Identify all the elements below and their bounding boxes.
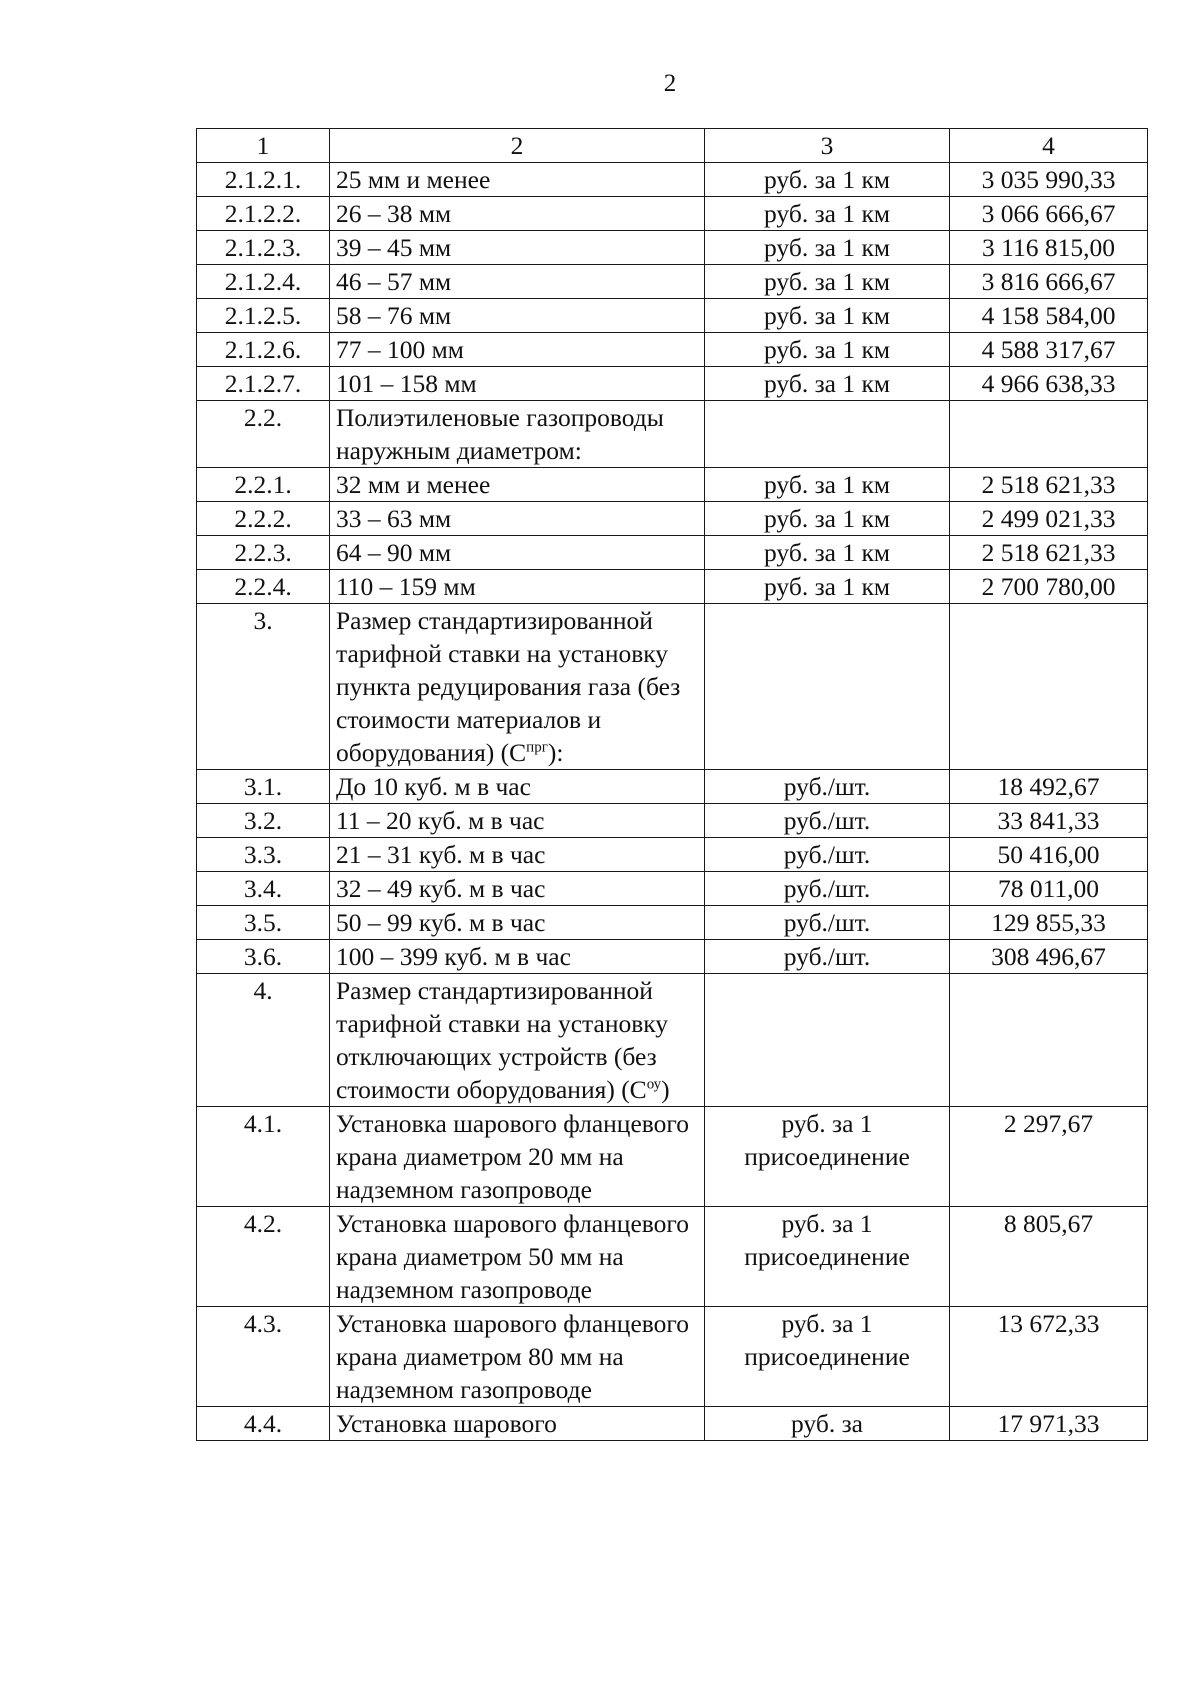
row-unit-cell-text: руб. за 1 присоединение bbox=[744, 1309, 910, 1371]
row-unit-cell-text: руб. за 1 км bbox=[764, 199, 890, 228]
row-value-cell-text: 78 011,00 bbox=[997, 874, 1100, 903]
row-unit-cell bbox=[705, 570, 950, 604]
row-value-cell bbox=[950, 1307, 1148, 1407]
row-unit-cell bbox=[705, 333, 950, 367]
row-unit-cell bbox=[705, 265, 950, 299]
header-cell-name: 2 bbox=[330, 129, 705, 163]
table-row bbox=[197, 468, 1148, 502]
row-name-cell-text: 25 мм и менее bbox=[336, 165, 491, 194]
row-value-cell bbox=[950, 197, 1148, 231]
row-value-cell-text: 18 492,67 bbox=[997, 772, 1100, 801]
row-name-cell bbox=[330, 1407, 705, 1441]
row-name-cell-text: Установка шарового фланцевого крана диаметром 20 мм на надземном газопроводе bbox=[336, 1109, 689, 1204]
table-row bbox=[197, 838, 1148, 872]
row-number-cell-text: 2.1.2.4. bbox=[224, 267, 302, 296]
row-value-cell bbox=[950, 299, 1148, 333]
row-unit-cell bbox=[705, 974, 950, 1107]
row-unit-cell bbox=[705, 838, 950, 872]
table-row bbox=[197, 333, 1148, 367]
row-name-cell bbox=[330, 570, 705, 604]
row-number-cell-text: 2.2.1. bbox=[234, 470, 292, 499]
row-name-cell-text: 101 – 158 мм bbox=[336, 369, 477, 398]
row-value-cell-text: 2 700 780,00 bbox=[981, 572, 1116, 601]
row-value-cell bbox=[950, 570, 1148, 604]
row-number-cell bbox=[197, 333, 330, 367]
row-unit-cell-text: руб. за 1 км bbox=[764, 504, 890, 533]
row-name-cell bbox=[330, 804, 705, 838]
row-number-cell bbox=[197, 197, 330, 231]
row-unit-cell-text: руб. за 1 км bbox=[764, 470, 890, 499]
row-name-cell bbox=[330, 838, 705, 872]
row-number-cell-text: 2.2.2. bbox=[234, 504, 292, 533]
row-name-cell-text: 26 – 38 мм bbox=[336, 199, 452, 228]
table-row bbox=[197, 231, 1148, 265]
row-value-cell bbox=[950, 1207, 1148, 1307]
table-row bbox=[197, 770, 1148, 804]
row-name-cell-text: 32 – 49 куб. м в час bbox=[336, 874, 546, 903]
row-value-cell bbox=[950, 333, 1148, 367]
row-name-cell bbox=[330, 197, 705, 231]
row-number-cell bbox=[197, 804, 330, 838]
row-number-cell bbox=[197, 401, 330, 468]
row-unit-cell-text: руб. за 1 км bbox=[764, 301, 890, 330]
table-row bbox=[197, 502, 1148, 536]
row-unit-cell-text: руб. за 1 км bbox=[764, 538, 890, 567]
row-unit-cell bbox=[705, 163, 950, 197]
row-number-cell-text: 2.2. bbox=[243, 403, 283, 432]
row-name-cell bbox=[330, 974, 705, 1107]
row-name-cell bbox=[330, 299, 705, 333]
row-number-cell bbox=[197, 299, 330, 333]
row-number-cell-text: 2.1.2.6. bbox=[224, 335, 302, 364]
row-value-cell-text: 17 971,33 bbox=[997, 1409, 1100, 1438]
row-unit-cell bbox=[705, 770, 950, 804]
row-number-cell bbox=[197, 770, 330, 804]
row-number-cell-text: 3.2. bbox=[243, 806, 283, 835]
row-number-cell-text: 2.1.2.2. bbox=[224, 199, 302, 228]
row-number-cell bbox=[197, 163, 330, 197]
row-value-cell-text: 2 297,67 bbox=[1003, 1109, 1094, 1138]
row-name-cell bbox=[330, 502, 705, 536]
row-number-cell bbox=[197, 1307, 330, 1407]
row-unit-cell bbox=[705, 604, 950, 770]
row-value-cell bbox=[950, 265, 1148, 299]
row-name-cell-text: До 10 куб. м в час bbox=[336, 772, 531, 801]
row-name-cell-text: 58 – 76 мм bbox=[336, 301, 452, 330]
table-row bbox=[197, 604, 1148, 770]
table-row bbox=[197, 1407, 1148, 1441]
row-unit-cell-text: руб./шт. bbox=[783, 908, 871, 937]
row-value-cell-text: 129 855,33 bbox=[991, 908, 1106, 937]
row-name-cell-text: 39 – 45 мм bbox=[336, 233, 452, 262]
row-number-cell bbox=[197, 468, 330, 502]
row-unit-cell bbox=[705, 231, 950, 265]
row-number-cell bbox=[197, 974, 330, 1107]
row-name-cell-text: Размер стандартизированной тарифной ставки на установку отключающих устройств (без стоимости оборудования) (С bbox=[336, 976, 669, 1104]
row-number-cell-text: 4.3. bbox=[243, 1309, 283, 1338]
row-name-cell-text: 46 – 57 мм bbox=[336, 267, 452, 296]
row-number-cell bbox=[197, 367, 330, 401]
row-name-cell-text: 21 – 31 куб. м в час bbox=[336, 840, 546, 869]
row-value-cell bbox=[950, 468, 1148, 502]
row-value-cell bbox=[950, 1407, 1148, 1441]
row-name-cell bbox=[330, 333, 705, 367]
row-unit-cell bbox=[705, 1407, 950, 1441]
row-number-cell-text: 3.1. bbox=[243, 772, 283, 801]
row-number-cell bbox=[197, 231, 330, 265]
row-number-cell-text: 2.2.3. bbox=[234, 538, 292, 567]
row-unit-cell bbox=[705, 401, 950, 468]
row-number-cell bbox=[197, 940, 330, 974]
formula-superscript: прг bbox=[526, 739, 548, 756]
row-name-cell bbox=[330, 1107, 705, 1207]
row-value-cell-text: 4 158 584,00 bbox=[981, 301, 1116, 330]
row-unit-cell bbox=[705, 367, 950, 401]
table-row bbox=[197, 906, 1148, 940]
row-name-cell bbox=[330, 231, 705, 265]
table-row bbox=[197, 265, 1148, 299]
row-unit-cell-text: руб. за 1 км bbox=[764, 165, 890, 194]
row-value-cell-text: 4 588 317,67 bbox=[981, 335, 1116, 364]
row-name-cell bbox=[330, 604, 705, 770]
row-value-cell-text: 2 518 621,33 bbox=[981, 470, 1116, 499]
row-value-cell bbox=[950, 401, 1148, 468]
table-row bbox=[197, 872, 1148, 906]
row-number-cell-text: 3.6. bbox=[243, 942, 283, 971]
row-value-cell-text: 3 035 990,33 bbox=[981, 165, 1116, 194]
row-unit-cell bbox=[705, 502, 950, 536]
row-name-cell bbox=[330, 265, 705, 299]
row-value-cell bbox=[950, 872, 1148, 906]
row-number-cell-text: 3.3. bbox=[243, 840, 283, 869]
row-unit-cell-text: руб. за 1 присоединение bbox=[744, 1109, 910, 1171]
header-cell-num: 1 bbox=[197, 129, 330, 163]
row-number-cell-text: 3.5. bbox=[243, 908, 283, 937]
row-name-cell-text: 50 – 99 куб. м в час bbox=[336, 908, 546, 937]
row-unit-cell-text: руб. за 1 км bbox=[764, 233, 890, 262]
row-name-cell bbox=[330, 1307, 705, 1407]
table-row bbox=[197, 804, 1148, 838]
row-name-cell-text: Полиэтиленовые газопроводы наружным диаметром: bbox=[336, 403, 664, 465]
row-number-cell-text: 2.1.2.3. bbox=[224, 233, 302, 262]
row-value-cell-text: 33 841,33 bbox=[997, 806, 1100, 835]
row-unit-cell bbox=[705, 536, 950, 570]
row-number-cell-text: 4.1. bbox=[243, 1109, 283, 1138]
table-row bbox=[197, 299, 1148, 333]
row-value-cell bbox=[950, 163, 1148, 197]
row-name-cell bbox=[330, 770, 705, 804]
row-value-cell-text: 308 496,67 bbox=[991, 942, 1106, 971]
row-value-cell-text: 2 499 021,33 bbox=[981, 504, 1116, 533]
row-number-cell bbox=[197, 1107, 330, 1207]
row-unit-cell bbox=[705, 1107, 950, 1207]
row-unit-cell bbox=[705, 940, 950, 974]
row-unit-cell-text: руб./шт. bbox=[783, 874, 871, 903]
row-value-cell bbox=[950, 906, 1148, 940]
row-name-cell bbox=[330, 367, 705, 401]
formula-tail: ) bbox=[661, 1075, 670, 1104]
row-name-cell-text: Установка шарового bbox=[336, 1409, 557, 1438]
row-value-cell bbox=[950, 804, 1148, 838]
row-number-cell bbox=[197, 604, 330, 770]
row-name-cell-text: Размер стандартизированной тарифной ставки на установку пункта редуцирования газа (без стоимости материалов и оборудования) (С bbox=[336, 606, 681, 767]
row-unit-cell-text: руб. за 1 присоединение bbox=[744, 1209, 910, 1271]
row-value-cell bbox=[950, 367, 1148, 401]
row-name-cell-text: Установка шарового фланцевого крана диаметром 80 мм на надземном газопроводе bbox=[336, 1309, 689, 1404]
row-number-cell bbox=[197, 1407, 330, 1441]
page-number: 2 bbox=[663, 70, 677, 97]
row-unit-cell bbox=[705, 197, 950, 231]
row-value-cell-text: 3 066 666,67 bbox=[981, 199, 1116, 228]
formula-tail: ): bbox=[547, 738, 564, 767]
row-unit-cell-text: руб./шт. bbox=[783, 806, 871, 835]
row-value-cell-text: 2 518 621,33 bbox=[981, 538, 1116, 567]
header-cell-value: 4 bbox=[950, 129, 1148, 163]
tariff-table bbox=[196, 128, 1148, 1441]
row-unit-cell bbox=[705, 1207, 950, 1307]
table-row bbox=[197, 570, 1148, 604]
row-unit-cell bbox=[705, 906, 950, 940]
row-value-cell-text: 50 416,00 bbox=[997, 840, 1100, 869]
table-row bbox=[197, 1307, 1148, 1407]
table-row bbox=[197, 367, 1148, 401]
table-row bbox=[197, 974, 1148, 1107]
row-unit-cell bbox=[705, 872, 950, 906]
row-unit-cell-text: руб./шт. bbox=[783, 942, 871, 971]
row-value-cell bbox=[950, 1107, 1148, 1207]
row-number-cell-text: 3.4. bbox=[243, 874, 283, 903]
row-value-cell bbox=[950, 838, 1148, 872]
row-name-cell-text: 64 – 90 мм bbox=[336, 538, 452, 567]
row-number-cell bbox=[197, 536, 330, 570]
table-row bbox=[197, 163, 1148, 197]
row-unit-cell-text: руб. за 1 км bbox=[764, 267, 890, 296]
row-number-cell-text: 2.1.2.1. bbox=[224, 165, 302, 194]
row-number-cell bbox=[197, 570, 330, 604]
row-value-cell bbox=[950, 536, 1148, 570]
row-value-cell bbox=[950, 940, 1148, 974]
row-value-cell-text: 8 805,67 bbox=[1003, 1209, 1094, 1238]
table-row bbox=[197, 940, 1148, 974]
row-value-cell bbox=[950, 974, 1148, 1107]
row-unit-cell bbox=[705, 468, 950, 502]
row-number-cell-text: 4. bbox=[253, 976, 273, 1005]
row-number-cell bbox=[197, 906, 330, 940]
row-number-cell bbox=[197, 265, 330, 299]
table-row bbox=[197, 536, 1148, 570]
header-row bbox=[197, 129, 1148, 163]
row-number-cell-text: 2.1.2.7. bbox=[224, 369, 302, 398]
row-name-cell bbox=[330, 906, 705, 940]
table-row bbox=[197, 1207, 1148, 1307]
row-value-cell-text: 3 816 666,67 bbox=[981, 267, 1116, 296]
row-unit-cell-text: руб. за 1 км bbox=[764, 572, 890, 601]
row-unit-cell-text: руб./шт. bbox=[783, 840, 871, 869]
row-value-cell-text: 3 116 815,00 bbox=[982, 233, 1115, 262]
row-value-cell-text: 4 966 638,33 bbox=[981, 369, 1116, 398]
row-number-cell bbox=[197, 838, 330, 872]
row-number-cell-text: 4.2. bbox=[243, 1209, 283, 1238]
row-value-cell bbox=[950, 770, 1148, 804]
row-unit-cell-text: руб. за 1 км bbox=[764, 369, 890, 398]
row-name-cell-text: 11 – 20 куб. м в час bbox=[336, 806, 545, 835]
row-name-cell-text: 110 – 159 мм bbox=[336, 572, 476, 601]
row-name-cell-text: Установка шарового фланцевого крана диаметром 50 мм на надземном газопроводе bbox=[336, 1209, 689, 1304]
row-name-cell bbox=[330, 940, 705, 974]
row-number-cell-text: 2.2.4. bbox=[234, 572, 292, 601]
row-name-cell bbox=[330, 468, 705, 502]
row-name-cell-text: 100 – 399 куб. м в час bbox=[336, 942, 571, 971]
row-number-cell-text: 4.4. bbox=[243, 1409, 283, 1438]
row-unit-cell-text: руб./шт. bbox=[783, 772, 871, 801]
row-name-cell bbox=[330, 872, 705, 906]
row-value-cell bbox=[950, 231, 1148, 265]
tariff-table-body bbox=[197, 129, 1148, 1441]
row-name-cell-text: 33 – 63 мм bbox=[336, 504, 452, 533]
row-name-cell-text: 32 мм и менее bbox=[336, 470, 491, 499]
row-unit-cell-text: руб. за bbox=[791, 1409, 863, 1438]
row-number-cell bbox=[197, 872, 330, 906]
formula-superscript: оу bbox=[646, 1076, 662, 1093]
row-unit-cell bbox=[705, 804, 950, 838]
row-number-cell bbox=[197, 1207, 330, 1307]
table-row bbox=[197, 1107, 1148, 1207]
row-number-cell-text: 3. bbox=[253, 606, 273, 635]
row-name-cell bbox=[330, 401, 705, 468]
row-number-cell bbox=[197, 502, 330, 536]
row-unit-cell bbox=[705, 1307, 950, 1407]
row-unit-cell bbox=[705, 299, 950, 333]
row-value-cell bbox=[950, 604, 1148, 770]
row-name-cell bbox=[330, 163, 705, 197]
header-cell-unit: 3 bbox=[705, 129, 950, 163]
row-unit-cell-text: руб. за 1 км bbox=[764, 335, 890, 364]
row-value-cell bbox=[950, 502, 1148, 536]
table-row bbox=[197, 197, 1148, 231]
row-name-cell bbox=[330, 536, 705, 570]
row-number-cell-text: 2.1.2.5. bbox=[224, 301, 302, 330]
table-row bbox=[197, 401, 1148, 468]
row-name-cell bbox=[330, 1207, 705, 1307]
row-name-cell-text: 77 – 100 мм bbox=[336, 335, 464, 364]
row-value-cell-text: 13 672,33 bbox=[997, 1309, 1100, 1338]
